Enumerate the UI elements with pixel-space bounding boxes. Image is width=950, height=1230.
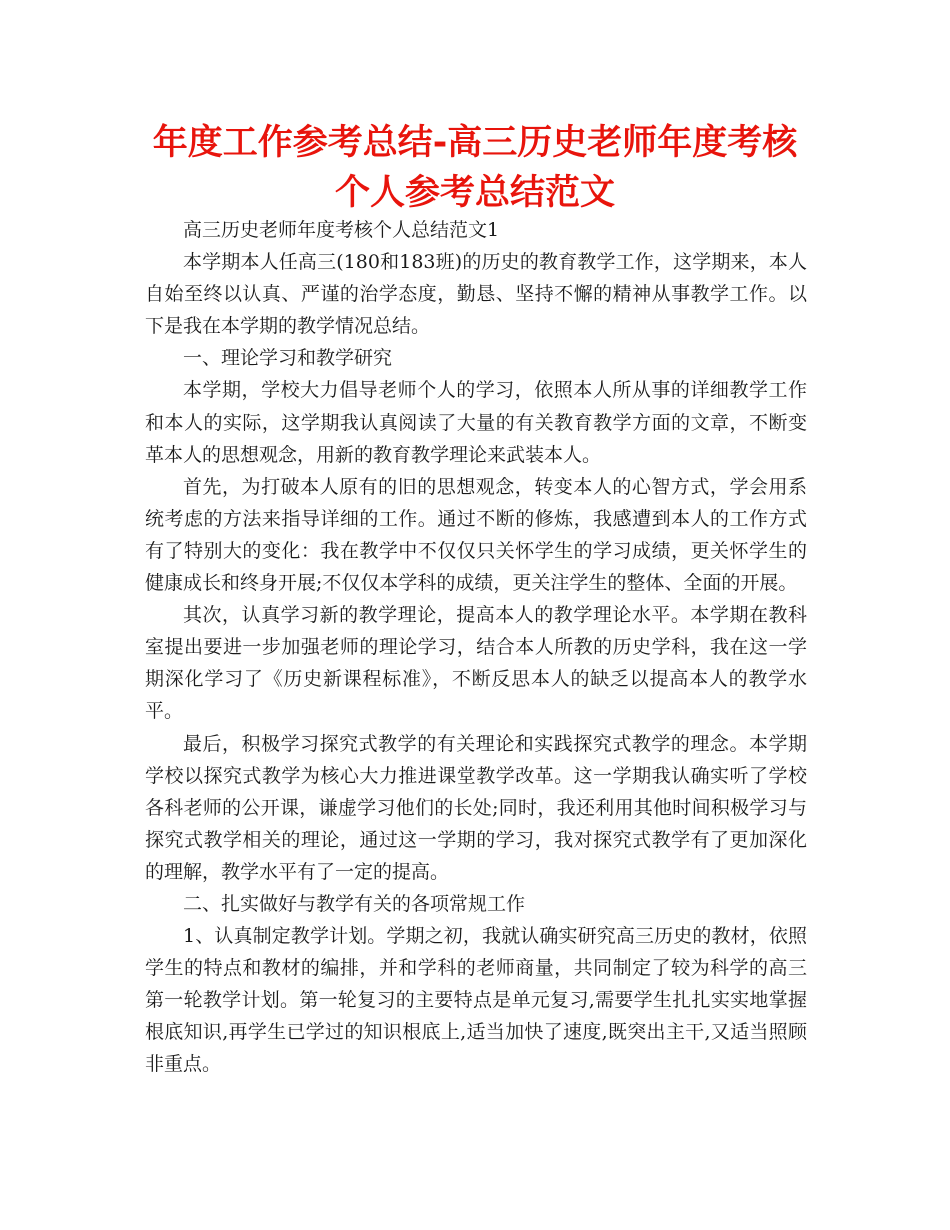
section-heading-fanwen: 高三历史老师年度考核个人总结范文1 (183, 219, 500, 241)
section-heading-theory: 一、理论学习和教学研究 (183, 347, 393, 370)
document-body (145, 214, 807, 1081)
paragraph-last: 最后，积极学习探究式教学的有关理论和实践探究式教学的理念。本学期学校以探究式教学为核心大力推进课堂教学改革。这一学期我认确实听了学校各科老师的公开课，谦虚学习他们的长处;同时，我还利用其他时间积极学习与探究式教学相关的理论，通过这一学期的学习，我对探究式教学有了更加深化的理解，教学水平有了一定的提高。 (145, 732, 807, 883)
paragraph-second: 其次，认真学习新的教学理论，提高本人的教学理论水平。本学期在教科室提出要进一步加强老师的理论学习，结合本人所教的历史学科，我在这一学期深化学习了《历史新课程标准》，不断反思本人的缺乏以提高本人的教学水平。 (145, 604, 807, 723)
paragraph-intro: 本学期本人任高三(180和183班)的历史的教育教学工作，这学期来，本人自始至终以认真、严谨的治学态度，勤恳、坚持不懈的精神从事教学工作。以下是我在本学期的教学情况总结。 (145, 251, 807, 338)
document-title: 年度工作参考总结-高三历史老师年度考核个人参考总结范文 (152, 123, 798, 213)
paragraph-theory: 本学期，学校大力倡导老师个人的学习，依照本人所从事的详细教学工作和本人的实际，这学期我认真阅读了大量的有关教育教学方面的文章，不断变革本人的思想观念，用新的教育教学理论来武装本人。 (145, 379, 807, 466)
section-heading-routine: 二、扎实做好与教学有关的各项常规工作 (183, 892, 526, 915)
paragraph-first: 首先，为打破本人原有的旧的思想观念，转变本人的心智方式，学会用系统考虑的方法来指导详细的工作。通过不断的修炼，我感遭到本人的工作方式有了特别大的变化：我在教学中不仅仅只关怀学生的学习成绩，更关怀学生的健康成长和终身开展;不仅仅本学科的成绩，更关注学生的整体、全面的开展。 (145, 475, 807, 595)
paragraph-plan: 1、认真制定教学计划。学期之初，我就认确实研究高三历史的教材，依照学生的特点和教材的编排，并和学科的老师商量，共同制定了较为科学的高三第一轮教学计划。第一轮复习的主要特点是单元复习,需要学生扎扎实实地掌握根底知识,再学生已学过的知识根底上,适当加快了速度,既突出主干,又适当照顾非重点。 (145, 925, 807, 1076)
